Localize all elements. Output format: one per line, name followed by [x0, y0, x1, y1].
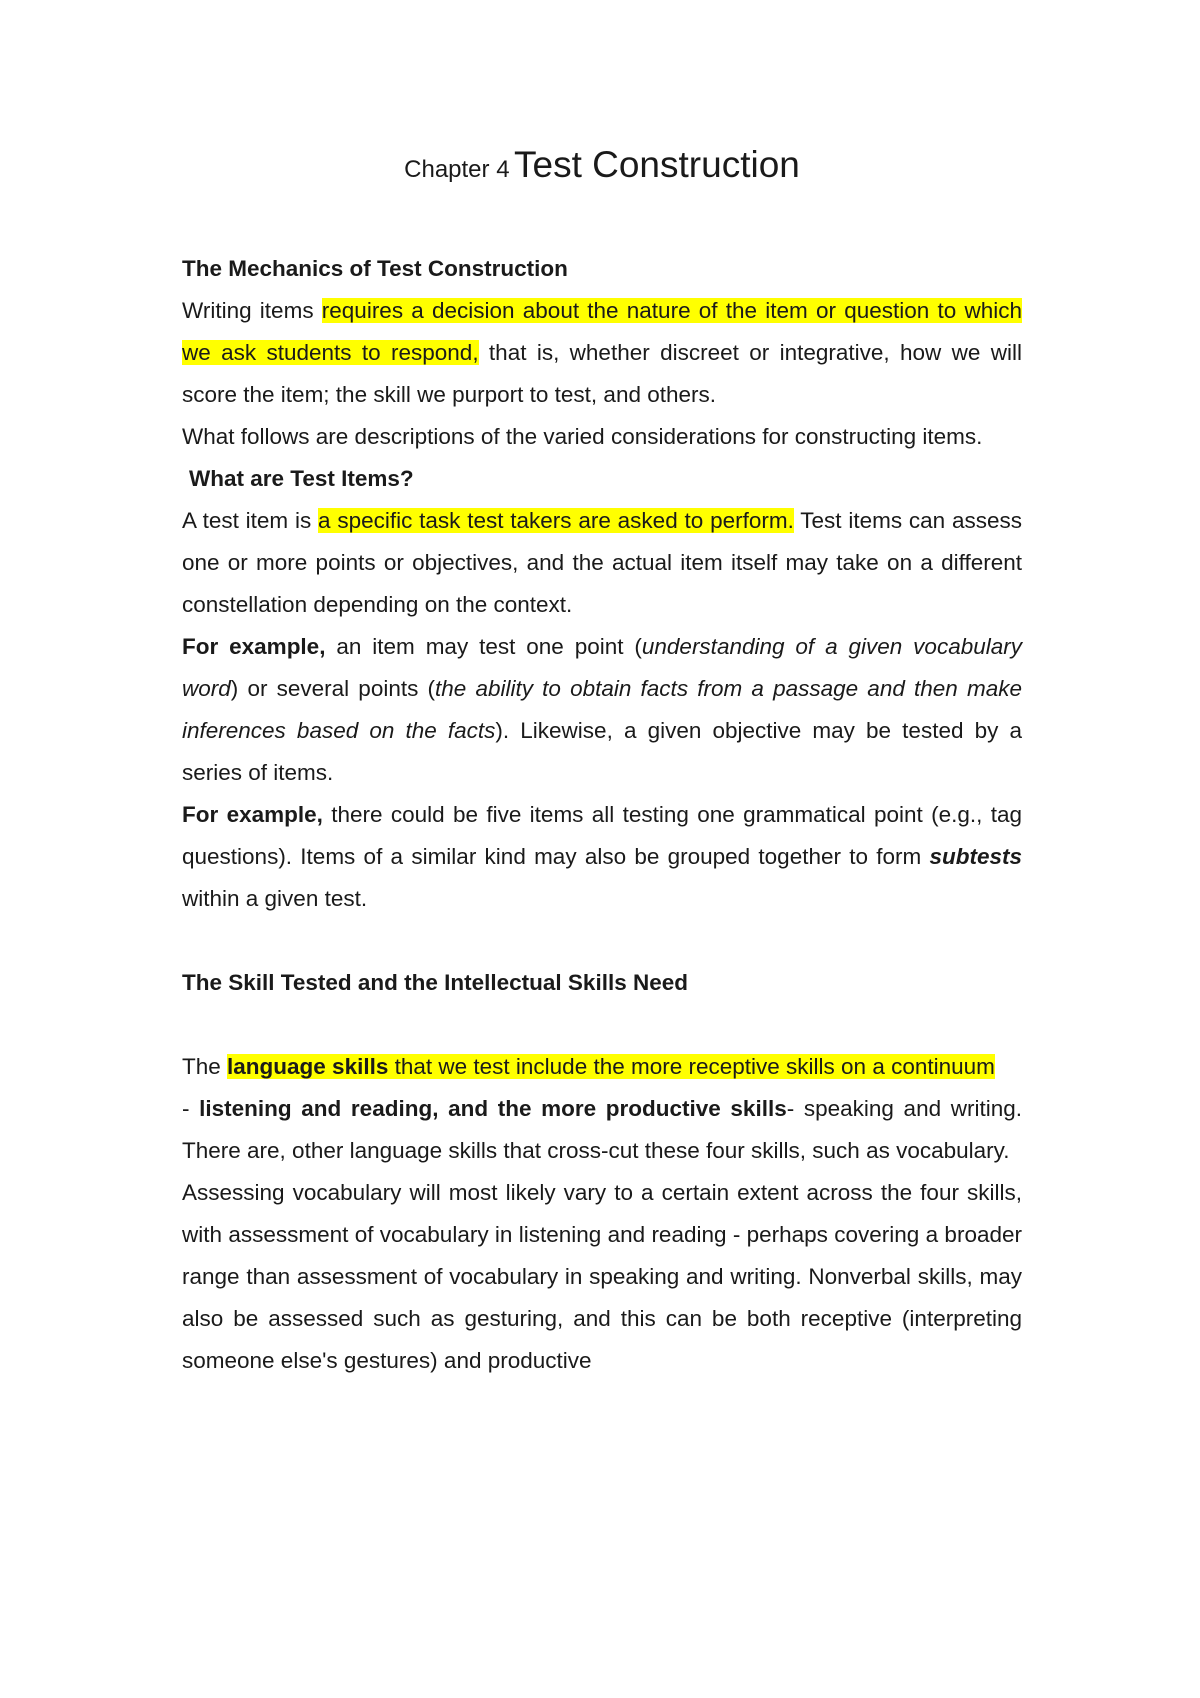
page-title: [182, 144, 1022, 186]
paragraph-example-2: [182, 794, 1022, 920]
text-run: ) or several points (: [230, 676, 436, 701]
section-heading-skill-tested: The Skill Tested and the Intellectual Skills Need: [182, 970, 688, 995]
highlighted-text-run: that we test include the more receptive skills on a continuum: [388, 1054, 995, 1079]
text-run: Writing items: [182, 298, 322, 323]
chapter-label: Chapter 4: [404, 156, 510, 183]
example-lead: For example,: [182, 634, 326, 659]
text-run: that is, whether discreet or integrative, how we will score the item; the skill we purport to test, and others.: [182, 340, 1022, 407]
paragraph-test-item-definition: [182, 500, 1022, 626]
spacer: [182, 920, 1022, 962]
bold-text: listening and reading, and the more productive skills: [199, 1096, 787, 1121]
spacer: [182, 1004, 1022, 1046]
document-body: [182, 248, 1022, 1382]
paragraph-writing-items: [182, 290, 1022, 416]
text-run: ). Likewise, a given objective may be tested by a series of items.: [182, 718, 1022, 785]
highlighted-text: requires a decision about the nature of the item or question to which we ask students to respond,: [182, 298, 1022, 365]
italic-text: understanding of a given vocabulary word: [182, 634, 1022, 701]
paragraph-what-follows: What follows are descriptions of the varied considerations for constructing items.: [182, 424, 983, 449]
text-run: there could be five items all testing one grammatical point (e.g., tag questions). Items of a similar kind may also be grouped together to form: [182, 802, 1022, 869]
paragraph-example-1: [182, 626, 1022, 794]
text-run: - speaking and writing. There are, other language skills that cross-cut these four skills, such as vocabulary.: [182, 1096, 1022, 1163]
text-run: The: [182, 1054, 228, 1079]
paragraph-listening-reading: [182, 1088, 1022, 1172]
chapter-title: Test Construction: [514, 144, 800, 185]
text-run: Test items can assess one or more points or objectives, and the actual item itself may take on a different constellation depending on the context.: [182, 508, 1022, 617]
section-heading-test-items: What are Test Items?: [189, 466, 414, 491]
text-run: an item may test one point (: [325, 634, 642, 659]
highlighted-text: a specific task test takers are asked to perform.: [318, 508, 794, 533]
paragraph-assessing-vocabulary: Assessing vocabulary will most likely vary to a certain extent across the four skills, with assessment of vocabulary in listening and reading - perhaps covering a broader range than assessment of vocabulary in speaking and writing. Nonverbal skills, may also be assessed such as gesturing, and this can be both receptive (interpreting someone else's gestures) and productive: [182, 1180, 1022, 1373]
example-lead: For example,: [182, 802, 323, 827]
text-run: -: [182, 1096, 200, 1121]
highlighted-bold-term: language skills: [227, 1054, 389, 1079]
highlighted-text: [227, 1054, 995, 1079]
text-run: A test item is: [182, 508, 318, 533]
italic-text: the ability to obtain facts from a passage and then make inferences based on the facts: [182, 676, 1022, 743]
paragraph-language-skills: [182, 1046, 1022, 1088]
section-heading-mechanics: The Mechanics of Test Construction: [182, 256, 568, 281]
text-run: within a given test.: [182, 886, 368, 911]
bold-italic-term: subtests: [929, 844, 1022, 869]
